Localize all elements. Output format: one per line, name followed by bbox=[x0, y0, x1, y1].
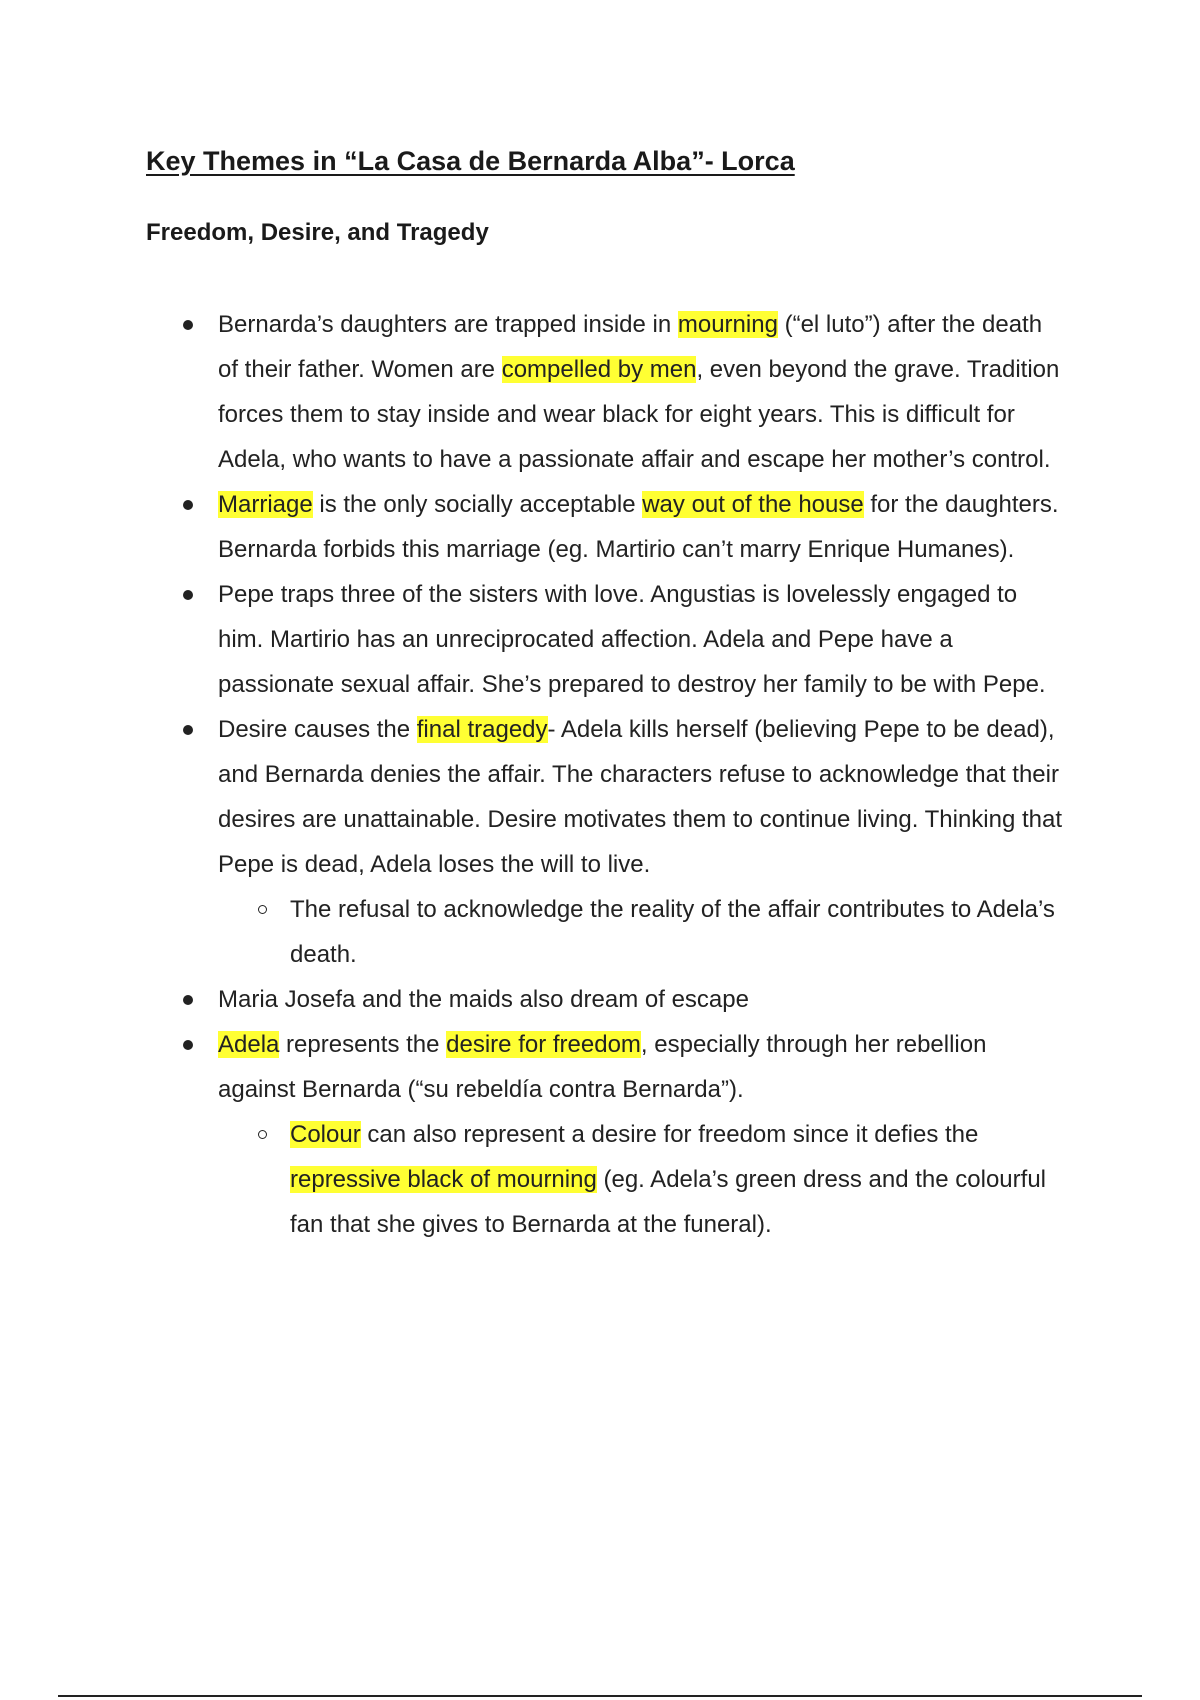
bullet-item bbox=[218, 482, 1068, 572]
bullet-item bbox=[218, 302, 1068, 482]
highlighted-text: Marriage bbox=[218, 491, 313, 518]
bullet-item bbox=[218, 572, 1068, 707]
text-run: , especially through her rebellion against Bernarda (“su rebeldía contra Bernarda”). bbox=[218, 1031, 987, 1103]
text-run: for the daughters. Bernarda forbids this marriage (eg. Martirio can’t marry Enrique Humanes). bbox=[218, 491, 1059, 563]
bullet-dot-icon bbox=[183, 590, 193, 600]
highlighted-text: repressive black of mourning bbox=[290, 1166, 597, 1193]
bullet-item bbox=[218, 977, 1068, 1022]
sub-bullet-list bbox=[218, 887, 1068, 977]
page-bottom-divider bbox=[58, 1695, 1142, 1697]
text-run: Maria Josefa and the maids also dream of escape bbox=[218, 986, 749, 1013]
text-run: , even beyond the grave. Tradition forces them to stay inside and wear black for eight years. This is difficult for Adela, who wants to have a passionate affair and escape her mother’s control. bbox=[218, 356, 1060, 473]
bullet-dot-icon bbox=[183, 320, 193, 330]
text-run: is the only socially acceptable bbox=[312, 491, 643, 518]
text-run: represents the bbox=[279, 1031, 447, 1058]
highlighted-text: compelled by men bbox=[501, 356, 697, 383]
bullet-item bbox=[218, 1022, 1068, 1247]
sub-bullet-item bbox=[290, 1112, 1068, 1247]
text-run: (“el luto”) after the death of their father. Women are bbox=[218, 311, 1043, 383]
bullet-dot-icon bbox=[183, 1040, 193, 1050]
sub-bullet-list bbox=[218, 1112, 1068, 1247]
bullet-item bbox=[218, 707, 1068, 977]
bullet-dot-icon bbox=[183, 725, 193, 735]
bullet-list bbox=[218, 302, 1068, 1247]
text-run: (eg. Adela’s green dress and the colourful fan that she gives to Bernarda at the funeral). bbox=[290, 1166, 1046, 1238]
bullet-dot-icon bbox=[183, 995, 193, 1005]
text-run: Bernarda’s daughters are trapped inside in bbox=[218, 311, 678, 338]
document-title: Key Themes in “La Casa de Bernarda Alba”- Lorca bbox=[146, 146, 795, 176]
highlighted-text: way out of the house bbox=[642, 491, 864, 518]
highlighted-text: Colour bbox=[290, 1121, 361, 1148]
section-heading: Freedom, Desire, and Tragedy bbox=[146, 219, 489, 246]
text-run: Pepe traps three of the sisters with love. Angustias is lovelessly engaged to him. Martirio has an unreciprocated affection. Adela and Pepe have a passionate sexual affair. She’s prepared to destroy her family to be with Pepe. bbox=[218, 581, 1046, 698]
highlighted-text: final tragedy bbox=[416, 716, 548, 743]
text-run: The refusal to acknowledge the reality of the affair contributes to Adela’s death. bbox=[290, 896, 1055, 968]
hollow-circle-bullet-icon bbox=[258, 905, 267, 914]
text-run: can also represent a desire for freedom since it defies the bbox=[360, 1121, 979, 1148]
sub-bullet-item bbox=[290, 887, 1068, 977]
hollow-circle-bullet-icon bbox=[258, 1130, 267, 1139]
highlighted-text: desire for freedom bbox=[446, 1031, 641, 1058]
highlighted-text: Adela bbox=[218, 1031, 280, 1058]
bullet-dot-icon bbox=[183, 500, 193, 510]
text-run: Desire causes the bbox=[218, 716, 417, 743]
highlighted-text: mourning bbox=[677, 311, 778, 338]
text-run: - Adela kills herself (believing Pepe to be dead), and Bernarda denies the affair. The characters refuse to acknowledge that their desires are unattainable. Desire motivates them to continue living. Thinking that Pepe is dead, Adela loses the will to live. bbox=[218, 716, 1063, 878]
